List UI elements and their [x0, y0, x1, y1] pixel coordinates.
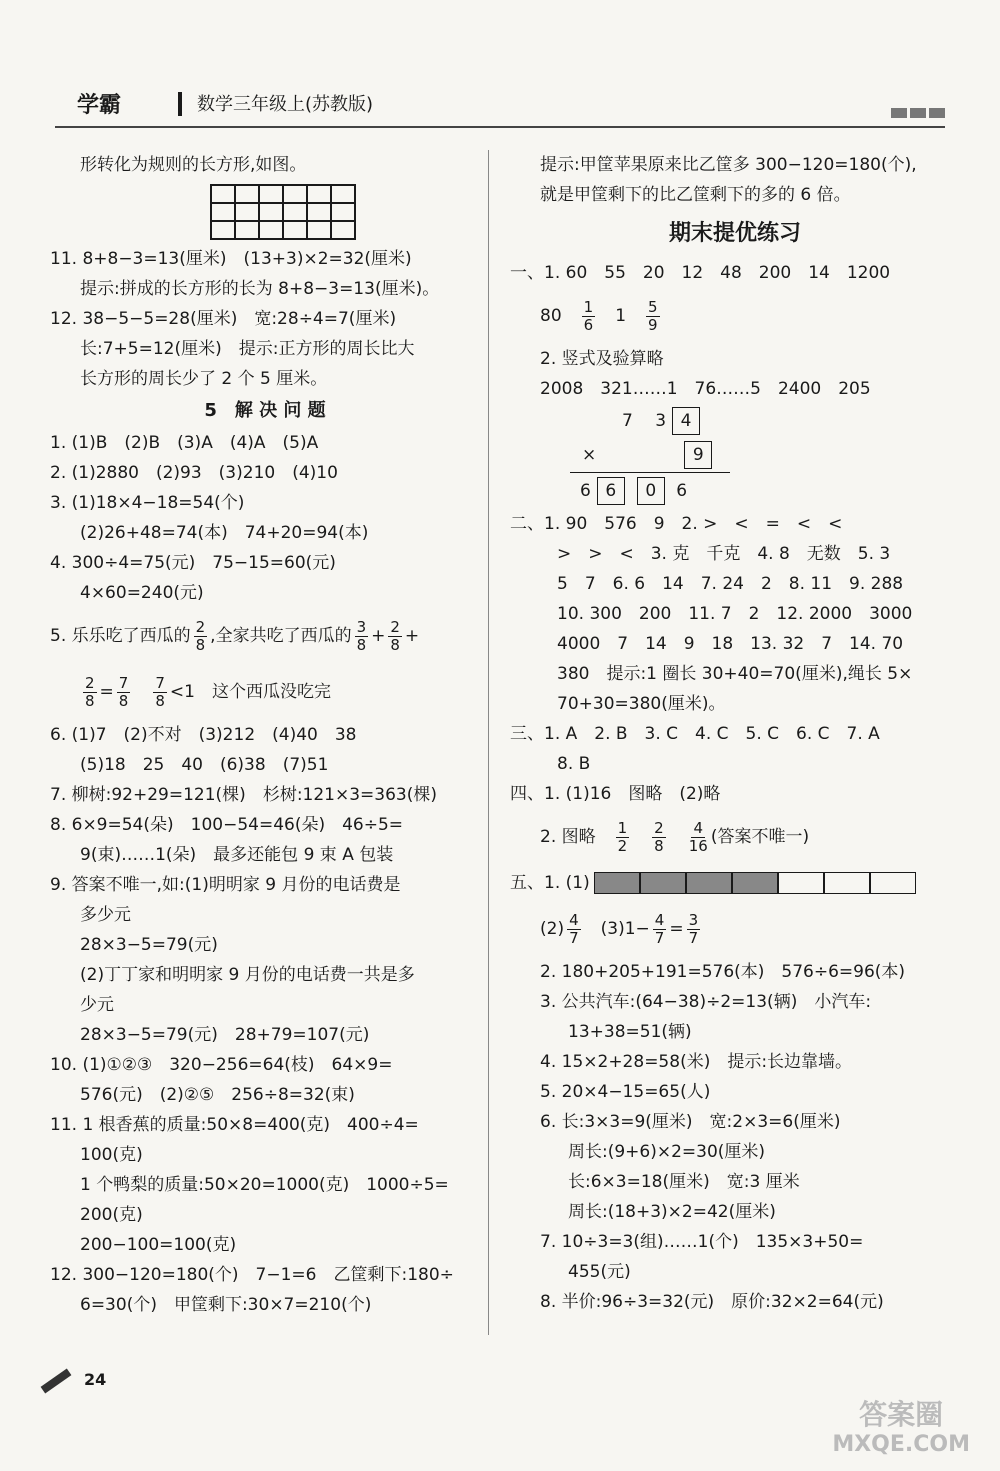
text-line: 周长:(9+6)×2=30(厘米): [568, 1142, 766, 1162]
answer-box: 4: [672, 407, 700, 435]
bar-cell: [640, 872, 686, 894]
fraction: $\frac{2}{8}$: [85, 673, 95, 710]
text-line: 4000 7 14 9 18 13. 32 7 14. 70: [540, 634, 904, 654]
answer-12b: 12. 300−120=180(个) 7−1=6 乙筐剩下:180÷: [50, 1265, 454, 1285]
text-line: 5. 20×4−15=65(人): [540, 1082, 711, 1102]
text-line: 576(元) (2)②⑤ 256÷8=32(束): [80, 1085, 355, 1105]
text-line: 8. 半价:96÷3=32(元) 原价:32×2=64(元): [540, 1292, 884, 1312]
text-line: 80 $\frac{1}{6}$ 1 $\frac{5}{9}$: [540, 297, 658, 334]
text: ,全家共吃了西瓜的: [210, 626, 352, 646]
text-line: 70+30=380(厘米)。: [540, 694, 726, 714]
bar-cell: [824, 872, 870, 894]
section-title: 期末提优练习: [668, 221, 801, 246]
answer-10: 10. (1)①②③ 320−256=64(枝) 64×9=: [50, 1055, 393, 1075]
fraction: $\frac{7}{8}$: [155, 673, 165, 710]
text-line: 1 个鸭梨的质量:50×20=1000(克) 1000÷5=: [80, 1175, 449, 1195]
answer-box: 6: [597, 477, 625, 505]
vertical-multiplication: 7 3 4 × 9 6 6 0 6: [570, 404, 730, 509]
page-number: 24: [84, 1370, 107, 1389]
text-line: 13+38=51(辆): [568, 1022, 692, 1042]
hint-line: 就是甲筐剩下的比乙筐剩下的多的 6 倍。: [540, 185, 851, 205]
section-title: 5 解 决 问 题: [204, 400, 326, 421]
answer-12: 12. 38−5−5=28(厘米) 宽:28÷4=7(厘米): [50, 309, 397, 329]
left-column: [50, 150, 480, 1320]
text-line: 100(克): [80, 1145, 143, 1165]
fraction: $\frac{3}{8}$: [356, 617, 367, 654]
fraction: $\frac{2}{8}$: [390, 617, 400, 654]
answer-6: 6. (1)7 (2)不对 (3)212 (4)40 38: [50, 725, 357, 745]
text-line: 3. 公共汽车:(64−38)÷2=13(辆) 小汽车:: [540, 992, 872, 1012]
pencil-icon: [41, 1368, 72, 1393]
fraction: $\frac{1}{6}$: [583, 297, 594, 334]
text-line: 8. B: [540, 754, 591, 774]
right-column: [510, 150, 960, 1317]
text-line: $\frac{2}{8}$ = $\frac{7}{8}$ $\frac{7}{8}$ <1 这个西瓜没吃完: [85, 673, 331, 710]
text-line: 少元: [80, 995, 114, 1015]
logo: 学霸: [77, 93, 122, 118]
text-line: 形转化为规则的长方形,如图。: [80, 155, 307, 175]
text-line: 6. 长:3×3=9(厘米) 宽:2×3=6(厘米): [540, 1112, 841, 1132]
text-line: 200(克): [80, 1205, 143, 1225]
text-line: 2. 图略 $\frac{1}{2}$ $\frac{2}{8}$ $\frac{4}{16}$ (答案不唯一): [540, 818, 810, 855]
answer-5: 5. 乐乐吃了西瓜的 $\frac{2}{8}$ ,全家共吃了西瓜的 $\frac{3}{8}$ + $\frac{2}{8}$ +: [50, 617, 420, 654]
text-line: 200−100=100(克): [80, 1235, 237, 1255]
fraction: $\frac{2}{8}$: [654, 818, 664, 855]
text-line: 周长:(18+3)×2=42(厘米): [568, 1202, 776, 1222]
text-line: 9(束)……1(朵) 最多还能包 9 束 A 包装: [80, 845, 394, 865]
text-line: (5)18 25 40 (6)38 (7)51: [80, 755, 329, 775]
answer-8: 8. 6×9=54(朵) 100−54=46(朵) 46÷5=: [50, 815, 404, 835]
text-line: 长:6×3=18(厘米) 宽:3 厘米: [568, 1172, 800, 1192]
text-line: 长方形的周长少了 2 个 5 厘米。: [80, 369, 328, 389]
text-line: 28×3−5=79(元) 28+79=107(元): [80, 1025, 370, 1045]
text-line: 多少元: [80, 905, 131, 925]
part-2-answers: 二、1. 90 576 9 2. > < = < <: [510, 514, 843, 534]
text-line: 4×60=240(元): [80, 583, 204, 603]
hint-11: 提示:拼成的长方形的长为 8+8−3=13(厘米)。: [80, 279, 440, 299]
text-line: 380 提示:1 圈长 30+40=70(厘米),绳长 5×: [540, 664, 913, 684]
part-4-answers: 四、1. (1)16 图略 (2)略: [510, 784, 721, 804]
header-decoration: [891, 108, 945, 118]
hint-line: 提示:甲筐苹果原来比乙筐多 300−120=180(个),: [540, 155, 917, 175]
text-line: 2. 竖式及验算略: [540, 349, 664, 369]
bar-cell: [778, 872, 824, 894]
column-divider: [488, 150, 489, 1335]
header-separator: [178, 92, 182, 116]
bar-cell: [686, 872, 732, 894]
text: 这个西瓜没吃完: [211, 682, 331, 702]
text-line: > > < 3. 克 千克 4. 8 无数 5. 3: [540, 544, 891, 564]
part-1-answers: 一、1. 60 55 20 12 48 200 14 1200: [510, 263, 891, 283]
text-line: (2)丁丁家和明明家 9 月份的电话费一共是多: [80, 965, 415, 985]
fraction: $\frac{5}{9}$: [648, 297, 658, 334]
answer-3: 3. (1)18×4−18=54(个): [50, 493, 245, 513]
answer-7: 7. 柳树:92+29=121(棵) 杉树:121×3=363(棵): [50, 785, 438, 805]
text-line: 10. 300 200 11. 7 2 12. 2000 3000: [540, 604, 913, 624]
page-header: [55, 88, 945, 138]
answer-11: 11. 8+8−3=13(厘米) (13+3)×2=32(厘米): [50, 249, 412, 269]
book-title: 数学三年级上(苏教版): [197, 94, 374, 115]
text-line: 5 7 6. 6 14 7. 24 2 8. 11 9. 288: [540, 574, 904, 594]
fraction: $\frac{1}{2}$: [617, 818, 628, 855]
part-5-answers: 五、1. (1): [510, 865, 960, 901]
answer-1: 1. (1)B (2)B (3)A (4)A (5)A: [50, 433, 319, 453]
text-line: 7. 10÷3=3(组)……1(个) 135×3+50=: [540, 1232, 864, 1252]
text: 5. 乐乐吃了西瓜的: [50, 626, 191, 646]
text-line: 28×3−5=79(元): [80, 935, 218, 955]
text-line: (2) $\frac{4}{7}$ (3)1− $\frac{4}{7}$ = $\frac{3}{7}$: [540, 910, 699, 947]
text-line: 2008 321……1 76……5 2400 205: [540, 379, 871, 399]
bar-cell: [870, 872, 916, 894]
text-line: (2)26+48=74(本) 74+20=94(本): [80, 523, 369, 543]
fraction: $\frac{4}{7}$: [569, 910, 579, 947]
bar-cell: [732, 872, 778, 894]
answer-box: 9: [684, 441, 712, 469]
part-3-answers: 三、1. A 2. B 3. C 4. C 5. C 6. C 7. A: [510, 724, 880, 744]
watermark: 答案圈 MXQE.COM: [832, 1398, 970, 1457]
fraction: $\frac{3}{7}$: [688, 910, 699, 947]
answer-11b: 11. 1 根香蕉的质量:50×8=400(克) 400÷4=: [50, 1115, 419, 1135]
fraction: $\frac{7}{8}$: [118, 673, 129, 710]
header-rule: [55, 126, 945, 128]
fraction: $\frac{4}{16}$: [688, 818, 708, 855]
grid-figure: [210, 184, 356, 240]
fraction: $\frac{2}{8}$: [195, 617, 206, 654]
answer-box: 0: [637, 477, 665, 505]
text-line: 6=30(个) 甲筐剩下:30×7=210(个): [80, 1295, 372, 1315]
fraction: $\frac{4}{7}$: [654, 910, 665, 947]
answer-4: 4. 300÷4=75(元) 75−15=60(元): [50, 553, 336, 573]
bar-cell: [594, 872, 640, 894]
text-line: 455(元): [568, 1262, 631, 1282]
fraction-bar: [594, 872, 916, 894]
text-line: 长:7+5=12(厘米) 提示:正方形的周长比大: [80, 339, 415, 359]
answer-2: 2. (1)2880 (2)93 (3)210 (4)10: [50, 463, 338, 483]
text-line: 2. 180+205+191=576(本) 576÷6=96(本): [540, 962, 906, 982]
page-footer: [40, 1370, 106, 1389]
answer-9: 9. 答案不唯一,如:(1)明明家 9 月份的电话费是: [50, 875, 401, 895]
text-line: 4. 15×2+28=58(米) 提示:长边靠墙。: [540, 1052, 853, 1072]
